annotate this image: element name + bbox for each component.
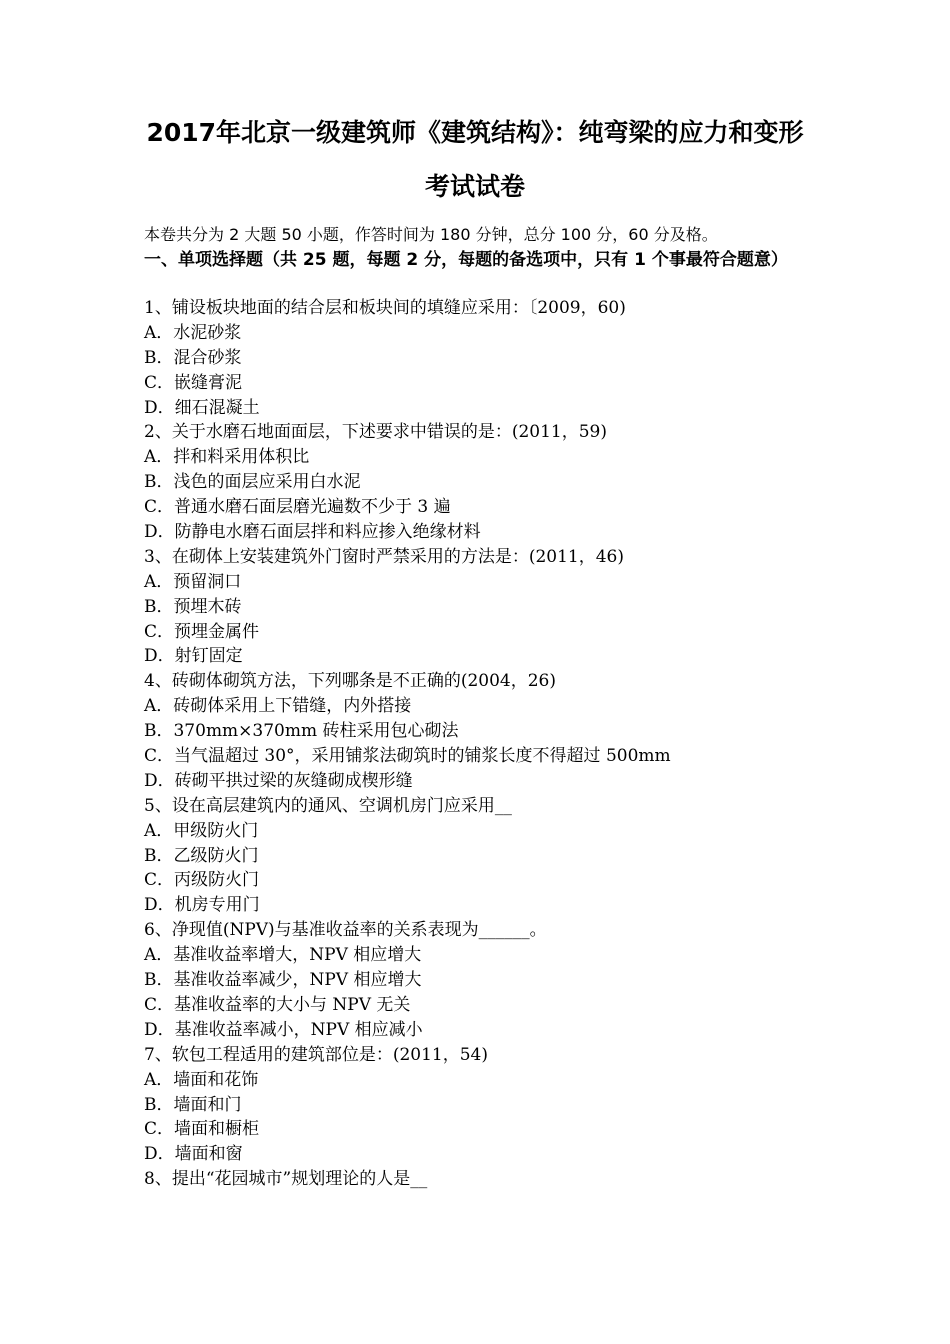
- answer-option: D．墙面和窗: [144, 1144, 243, 1165]
- answer-option: A．砖砌体采用上下错缝，内外搭接: [144, 696, 412, 717]
- answer-option: A．墙面和花饰: [144, 1069, 259, 1090]
- answer-option: A．甲级防火门: [144, 820, 259, 841]
- exam-instructions: 本卷共分为 2 大题 50 小题，作答时间为 180 分钟，总分 100 分，60 分及格。: [144, 225, 718, 244]
- answer-option: B．混合砂浆: [144, 347, 242, 368]
- answer-option: A．拌和料采用体积比: [144, 447, 310, 468]
- answer-option: B．370mm×370mm 砖柱采用包心砌法: [144, 721, 459, 742]
- answer-option: D．射钉固定: [144, 646, 243, 667]
- answer-option: B．浅色的面层应采用白水泥: [144, 472, 361, 493]
- answer-option: B．基准收益率减少，NPV 相应增大: [144, 970, 422, 991]
- answer-option: B．乙级防火门: [144, 845, 259, 866]
- answer-option: D．细石混凝土: [144, 397, 260, 418]
- answer-option: D．基准收益率减小，NPV 相应减小: [144, 1019, 423, 1040]
- answer-option: C．丙级防火门: [144, 870, 260, 891]
- answer-option: D．砖砌平拱过梁的灰缝砌成楔形缝: [144, 770, 413, 791]
- answer-option: A．基准收益率增大，NPV 相应增大: [144, 945, 422, 966]
- question-stem: 6、净现值(NPV)与基准收益率的关系表现为______。: [144, 920, 547, 941]
- answer-option: B．墙面和门: [144, 1094, 242, 1115]
- answer-option: D．防静电水磨石面层拌和料应掺入绝缘材料: [144, 522, 481, 543]
- answer-option: C．墙面和橱柜: [144, 1119, 260, 1140]
- question-stem: 7、软包工程适用的建筑部位是：(2011，54): [144, 1044, 488, 1065]
- question-stem: 1、铺设板块地面的结合层和板块间的填缝应采用：〔2009，60): [144, 298, 626, 318]
- document-title-line-2: 考试试卷: [424, 172, 525, 201]
- answer-option: C．预埋金属件: [144, 621, 260, 642]
- question-stem: 3、在砌体上安装建筑外门窗时严禁采用的方法是：(2011，46): [144, 546, 624, 567]
- answer-option: C．嵌缝膏泥: [144, 372, 243, 393]
- answer-option: C．当气温超过 30°，采用铺浆法砌筑时的铺浆长度不得超过 500mm: [144, 746, 671, 767]
- answer-option: C．基准收益率的大小与 NPV 无关: [144, 994, 411, 1015]
- question-list: [144, 296, 844, 1192]
- answer-option: A．预留洞口: [144, 571, 242, 592]
- answer-option: D．机房专用门: [144, 895, 260, 916]
- answer-option: A．水泥砂浆: [144, 322, 242, 343]
- document-title-line-1: 2017年北京一级建筑师《建筑结构》：纯弯梁的应力和变形: [146, 118, 804, 147]
- answer-option: C．普通水磨石面层磨光遍数不少于 3 遍: [144, 497, 451, 518]
- answer-option: B．预埋木砖: [144, 596, 242, 617]
- question-stem: 2、关于水磨石地面面层，下述要求中错误的是：(2011，59): [144, 422, 607, 443]
- section-heading: 一、单项选择题（共 25 题，每题 2 分，每题的备选项中，只有 1 个事最符合题意）: [144, 250, 788, 270]
- question-stem: 5、设在高层建筑内的通风、空调机房门应采用__: [144, 795, 512, 816]
- question-stem: 4、砖砌体砌筑方法，下列哪条是不正确的(2004，26): [144, 671, 556, 692]
- question-stem: 8、提出“花园城市”规划理论的人是__: [144, 1169, 428, 1190]
